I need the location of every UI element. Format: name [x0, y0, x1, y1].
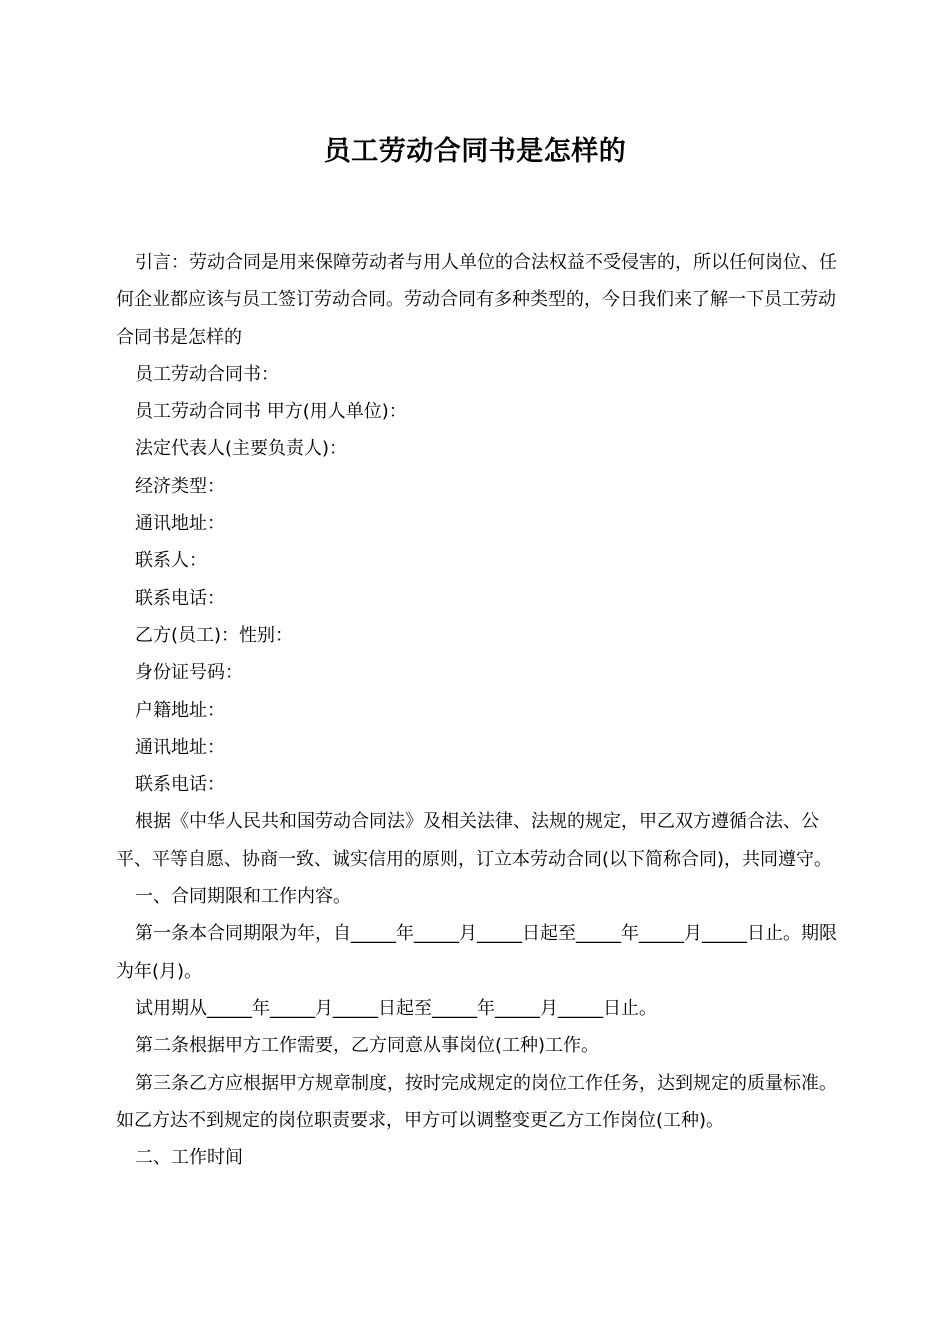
field-party-b-gender: 乙方(员工)：性别：: [135, 624, 294, 646]
document-title: 员工劳动合同书是怎样的: [323, 136, 627, 167]
paragraph-intro: 引言：劳动合同是用来保障劳动者与用人单位的合法权益不受侵害的，所以任何岗位、任何企业都应该与员工签订劳动合同。劳动合同有多种类型的，今日我们来了解一下员工劳动合同书是怎样的: [116, 252, 837, 348]
article-2: 第二条根据甲方工作需要，乙方同意从事岗位(工种)工作。: [135, 1035, 600, 1057]
field-id-number: 身份证号码：: [135, 662, 243, 684]
field-party-a-address: 通讯地址：: [135, 513, 225, 535]
paragraph-legal-basis: 根据《中华人民共和国劳动合同法》及相关法律、法规的规定，甲乙双方遵循合法、公平、平等自愿、协商一致、诚实信用的原则，订立本劳动合同(以下简称合同)，共同遵守。: [116, 811, 833, 870]
probation-period: 试用期从_____年_____月_____日起至_____年_____月_____日止。: [135, 997, 657, 1019]
field-party-a-phone: 联系电话：: [135, 587, 225, 609]
field-party-a: 员工劳动合同书 甲方(用人单位)：: [135, 401, 407, 423]
field-party-b-address: 通讯地址：: [135, 736, 225, 758]
field-contact-person: 联系人：: [135, 550, 207, 572]
article-1: 第一条本合同期限为年，自_____年_____月_____日起至_____年_____月_____日止。期限为年(月)。: [116, 923, 837, 982]
field-economic-type: 经济类型：: [135, 475, 225, 497]
document-body: [116, 244, 840, 1176]
section-heading-1: 一、合同期限和工作内容。: [135, 886, 351, 908]
field-legal-representative: 法定代表人(主要负责人)：: [135, 438, 348, 460]
section-heading-2: 二、工作时间: [135, 1147, 243, 1169]
field-party-b-phone: 联系电话：: [135, 774, 225, 796]
field-household-address: 户籍地址：: [135, 699, 225, 721]
paragraph-contract-heading: 员工劳动合同书：: [135, 363, 279, 385]
article-3: 第三条乙方应根据甲方规章制度，按时完成规定的岗位工作任务，达到规定的质量标准。如乙方达不到规定的岗位职责要求，甲方可以调整变更乙方工作岗位(工种)。: [116, 1072, 837, 1131]
